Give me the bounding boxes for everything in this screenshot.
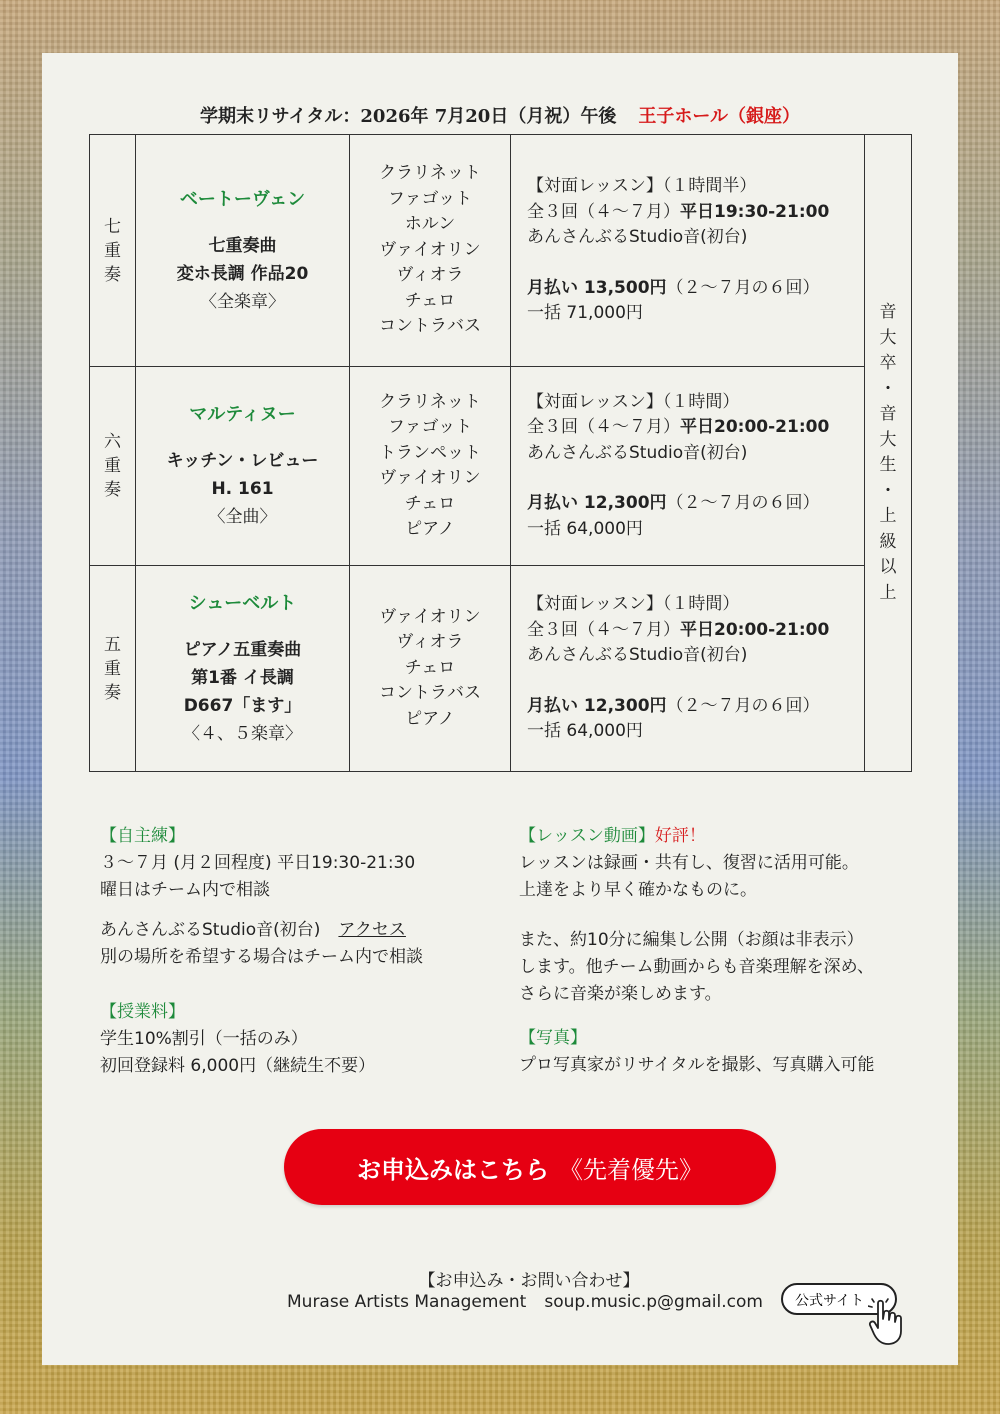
lesson-details: 【対面レッスン】（１時間） 全３回（４～７月）平日20:00-21:00 あんさんぶるStudio音(初台) 月払い 12,300円（２～７月の６回） 一括 64,000円 bbox=[511, 566, 865, 772]
piece-title-line: 七重奏曲 bbox=[208, 235, 277, 256]
composer-name: シューベルト bbox=[188, 592, 297, 614]
table-row bbox=[90, 367, 912, 566]
piece-title-line: D667「ます」 bbox=[183, 695, 302, 716]
ensemble-type-label: 六 重 奏 bbox=[90, 367, 136, 566]
work-cell bbox=[136, 135, 350, 367]
access-link[interactable]: アクセス bbox=[338, 920, 406, 940]
table-row bbox=[90, 566, 912, 772]
composer-name: マルティヌー bbox=[189, 404, 296, 426]
official-site-button[interactable]: 公式サイト bbox=[781, 1283, 897, 1315]
practice-heading: 【自主練】 bbox=[100, 826, 185, 846]
popular-badge: 好評！ bbox=[654, 826, 706, 846]
organization-name: Murase Artists Management bbox=[287, 1292, 527, 1312]
instrument-list: ヴァイオリン ヴィオラ チェロ コントラバス ピアノ bbox=[350, 566, 511, 772]
fee-heading: 【授業料】 bbox=[100, 1002, 185, 1022]
contact-heading: 【お申込み・お問い合わせ】 bbox=[418, 1271, 640, 1291]
pointing-hand-icon bbox=[868, 1297, 904, 1347]
video-heading: 【レッスン動画】 bbox=[519, 826, 655, 846]
photo-heading: 【写真】 bbox=[519, 1028, 587, 1048]
movements: 〈全曲〉 bbox=[208, 507, 277, 528]
movements: 〈４、５楽章〉 bbox=[183, 723, 302, 744]
piece-title-line: 第1番 イ長調 bbox=[191, 667, 294, 688]
movements: 〈全楽章〉 bbox=[200, 291, 285, 312]
page-title bbox=[0, 102, 1000, 128]
eligibility-label: 音 大 卒 ・ 音 大 生 ・ 上 級 以 上 bbox=[865, 135, 912, 772]
piece-title-line: キッチン・レビュー bbox=[166, 451, 319, 472]
ensemble-table bbox=[89, 134, 912, 772]
piece-title-line: 変ホ長調 作品20 bbox=[176, 263, 309, 284]
work-cell bbox=[136, 566, 350, 772]
composer-name: ベートーヴェン bbox=[179, 188, 306, 210]
ensemble-type-label: 七 重 奏 bbox=[90, 135, 136, 367]
lesson-details: 【対面レッスン】（１時間半） 全３回（４～７月）平日19:30-21:00 あんさんぶるStudio音(初台) 月払い 13,500円（２～７月の６回） 一括 71,000円 bbox=[511, 135, 865, 367]
piece-title-line: H. 161 bbox=[211, 479, 274, 500]
fee-section: 【授業料】 学生10%割引（一括のみ） 初回登録料 6,000円（継続生不要） bbox=[100, 999, 375, 1080]
recital-date: 学期末リサイタル：2026年 7月20日（月祝）午後 bbox=[200, 106, 617, 127]
piece-title-line: ピアノ五重奏曲 bbox=[183, 639, 302, 660]
table-row bbox=[90, 135, 912, 367]
apply-button[interactable]: お申込みはこちら 《先着優先》 bbox=[284, 1129, 776, 1205]
studio-section: あんさんぶるStudio音(初台) アクセス 別の場所を希望する場合はチーム内で相談 bbox=[100, 920, 423, 967]
contact-email[interactable]: soup.music.p@gmail.com bbox=[544, 1292, 763, 1312]
practice-section: 【自主練】 ３～７月 (月２回程度) 平日19:30-21:30 曜日はチーム内で相談 bbox=[100, 823, 415, 904]
video-section: 【レッスン動画】好評！ レッスンは録画・共有し、復習に活用可能。 上達をより早く確かなものに。 また、約10分に編集し公開（お顔は非表示） します。他チーム動画からも音楽理解を深め、 さらに音楽が楽しめます。 bbox=[519, 826, 874, 1004]
ensemble-type-label: 五 重 奏 bbox=[90, 566, 136, 772]
recital-venue: 王子ホール（銀座） bbox=[638, 106, 800, 127]
photo-section: 【写真】 プロ写真家がリサイタルを撮影、写真購入可能 bbox=[519, 1025, 874, 1079]
lesson-details: 【対面レッスン】（１時間） 全３回（４～７月）平日20:00-21:00 あんさんぶるStudio音(初台) 月払い 12,300円（２～７月の６回） 一括 64,000円 bbox=[511, 367, 865, 566]
instrument-list: クラリネット ファゴット トランペット ヴァイオリン チェロ ピアノ bbox=[350, 367, 511, 566]
work-cell bbox=[136, 367, 350, 566]
instrument-list: クラリネット ファゴット ホルン ヴァイオリン ヴィオラ チェロ コントラバス bbox=[350, 135, 511, 367]
